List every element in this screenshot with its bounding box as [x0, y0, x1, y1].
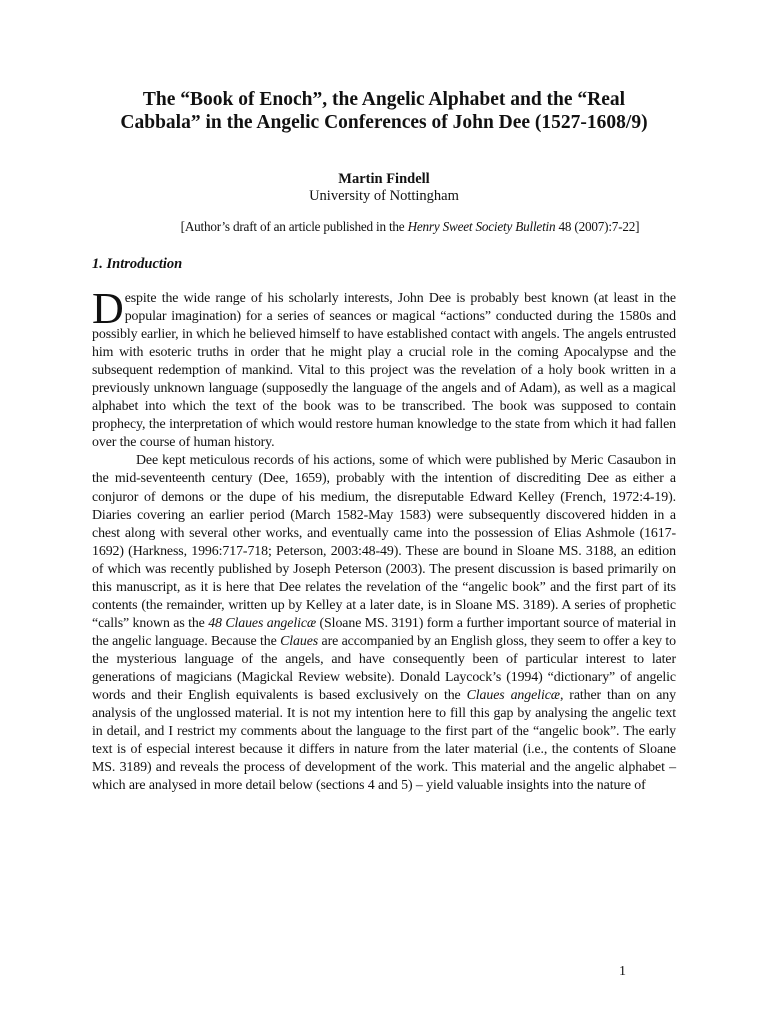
claues-title-2: Claues: [280, 633, 319, 649]
paragraph-2-seg-4: , rather than on any analysis of the unglossed material. It is not my intention here to fill this gap by analysing the angelic text in detail, and I restrict my comments about the language to the first part of the “angelic book”. The early text is of especial interest because it differs in nature from the later material (i.e., the contents of Sloane MS. 3189) and reveals the process of development of the work. This material and the angelic alphabet – which are analysed in more detail below (sections 4 and 5) – yield valuable insights into the nature of: [92, 688, 676, 794]
drop-cap: D: [92, 284, 124, 333]
claues-title-1: 48 Claues angelicæ: [208, 615, 317, 631]
author-affiliation: University of Nottingham: [309, 188, 459, 204]
claues-title-3: Claues angelicæ: [466, 688, 560, 704]
paragraph-2-seg-2: (Sloane MS. 3191) form a further important source of material in the angelic language. Because the: [92, 615, 676, 649]
draft-note: [140, 218, 680, 236]
page-number: 1: [619, 964, 626, 979]
paragraph-2: [92, 452, 676, 795]
section-heading: 1. Introduction: [92, 256, 183, 272]
title-line-2: Cabbala” in the Angelic Conferences of John Dee (1527-1608/9): [120, 112, 648, 133]
paragraph-2-seg-3: are accompanied by an English gloss, they seem to offer a key to the mysterious language of the angels, and have consequently been of particular interest to later generations of magicians (Magickal Review website). Donald Laycock’s (1994) “dictionary” of angelic words and their English equivalents is based exclusively on the: [92, 633, 676, 704]
draft-note-prefix: [Author’s draft of an article published in the: [180, 219, 408, 234]
title-line-1: The “Book of Enoch”, the Angelic Alphabet and the “Real: [142, 89, 626, 110]
paragraph-1-text: espite the wide range of his scholarly interests, John Dee is probably best known (at least in the popular imagination) for a series of seances or magical “actions” conducted during the 1580s and possibly earlier, in which he believed himself to have established contact with angels. The angels entrusted him with esoteric truths in order that he might play a crucial role in the coming Apocalypse and the subsequent redemption of mankind. Vital to this project was the revelation of a holy book written in a previously unknown language (supposedly the language of the angels and of Adam), as well as a magical alphabet into which the text of the book was to be transcribed. The book was supposed to contain prophecy, the interpretation of which would restore human knowledge to the state from which it had fallen over the course of human history.: [92, 291, 676, 451]
article-title: [60, 88, 708, 134]
paragraph-2-seg-1: Dee kept meticulous records of his actions, some of which were published by Meric Casaubon in the mid-seventeenth century (Dee, 1659), probably with the intention of discrediting Dee as either a conjuror of demons or the dupe of his medium, the disreputable Edward Kelley (French, 1972:4-19). Diaries covering an earlier period (March 1582-May 1583) were subsequently discovered hidden in a chest along with several other works, and eventually came into the possession of Elias Ashmole (1617-1692) (Harkness, 1996:717-718; Peterson, 2003:48-49). These are bound in Sloane MS. 3188, an edition of which was recently published by Joseph Peterson (2003). The present discussion is based primarily on this manuscript, as it is here that Dee relates the revelation of the “angelic book” and the first part of its contents (the remainder, written up by Kelley at a later date, is in Sloane MS. 3189). A series of prophetic “calls” known as the: [92, 453, 676, 631]
body-text: [92, 284, 676, 795]
paragraph-1: [92, 284, 676, 452]
journal-name: Henry Sweet Society Bulletin: [407, 219, 556, 234]
author-name: Martin Findell: [338, 171, 430, 187]
draft-note-suffix: 48 (2007):7-22]: [555, 219, 640, 234]
